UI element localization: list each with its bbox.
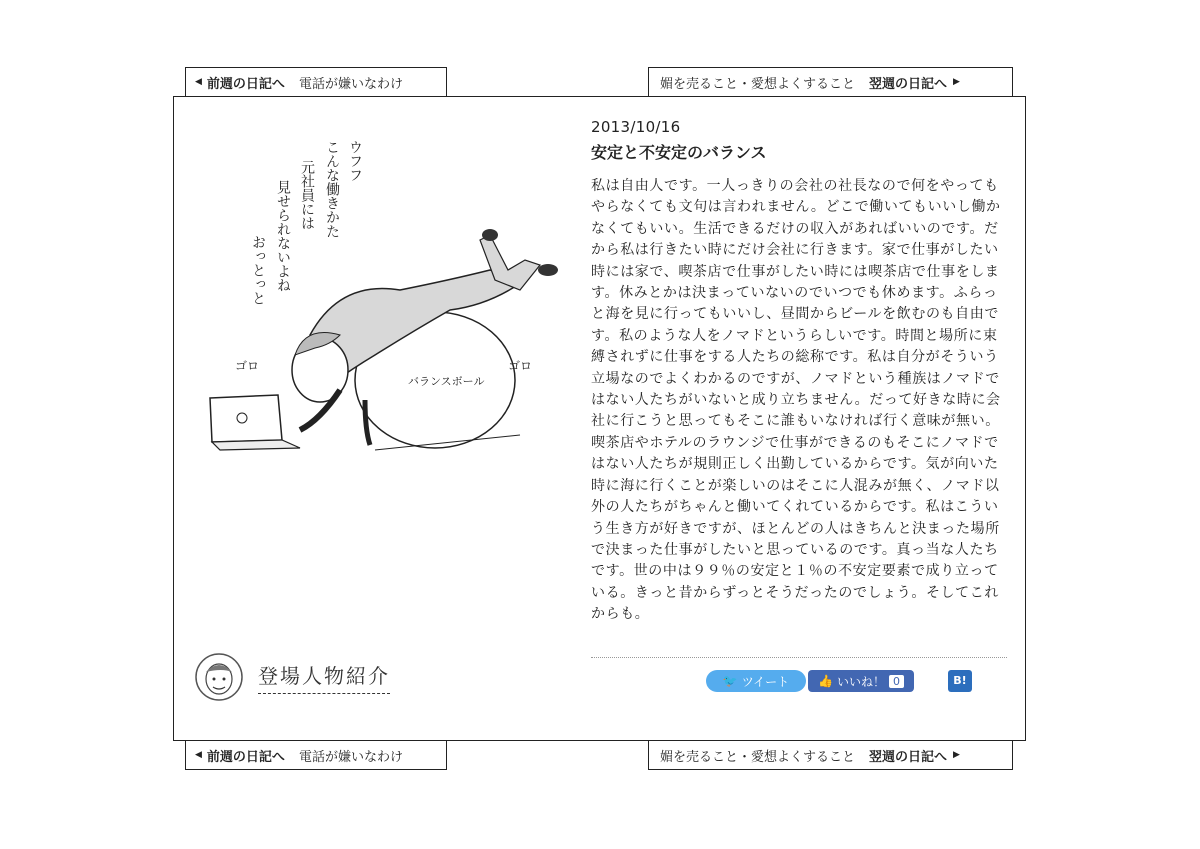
prev-week-label[interactable]: 前週の日記へ bbox=[206, 76, 285, 92]
prev-week-title[interactable]: 電話が嫌いなわけ bbox=[298, 76, 403, 92]
right-arrow-icon: ▶ bbox=[953, 77, 960, 87]
man-arm-2 bbox=[365, 400, 370, 445]
character-face-icon bbox=[194, 652, 244, 702]
characters-label[interactable]: 登場人物紹介 bbox=[258, 660, 390, 694]
caption-line-2: こんな働きかた bbox=[324, 140, 340, 238]
prev-week-title[interactable]: 電話が嫌いなわけ bbox=[298, 749, 403, 765]
right-arrow-icon: ▶ bbox=[953, 750, 960, 760]
sfx-right: ゴロ bbox=[508, 359, 533, 373]
entry-body: 私は自由人です。一人っきりの会社の社長なので何をやってもやらなくても文句は言われません。どこで働いてもいいし働かなくてもいい。生活できるだけの収入があればいいのです。だから私は行きたい時にだけ会社に行きます。家で仕事がしたい時には家で、喫茶店で仕事がしたい時には喫茶店で仕事をします。休みとかは決まっていないのでいつでも休めます。ふらっと海を見に行ってもいいし、昼間からビールを飲むのも自由です。私のような人をノマドというらしいです。時間と場所に束縛されずに仕事をする人たちの総称です。私は自分がそういう立場なのでよくわかるのですが、ノマドという種族はノマドではない人たちがいないと成り立ちません。だって好きな時に会社に行こうと思ってもそこに誰もいなければ行く意味が無い。喫茶店やホテルのラウンジで仕事ができるのもそこにノマドではない人たちが規則正しく出勤しているからです。気が向いた時に海に行くことが楽しいのはそこに人混みが無く、ノマド以外の人たちがちゃんと働いてくれているからです。私はこういう生き方が好きですが、ほとんどの人はきちんと決まった場所で決まった仕事がしたいと思っているのです。真っ当な人たちです。世の中は９９％の安定と１％の不安定要素で成り立っている。きっと昔からずっとそうだったのでしょう。そしてこれからも。 bbox=[591, 178, 1001, 623]
prev-week-tab-bottom[interactable] bbox=[185, 740, 447, 770]
shoe-2 bbox=[538, 264, 558, 276]
share-divider bbox=[591, 657, 1007, 658]
diary-illustration bbox=[190, 130, 575, 460]
like-button[interactable] bbox=[808, 670, 914, 692]
tweet-button[interactable] bbox=[706, 670, 806, 692]
caption-line-4: 見せられないよね bbox=[275, 180, 291, 292]
laptop-base bbox=[212, 440, 300, 450]
ball-label: バランスボール bbox=[408, 375, 485, 388]
next-week-title[interactable]: 媚を売ること・愛想よくすること bbox=[660, 76, 856, 92]
prev-week-tab[interactable] bbox=[185, 67, 447, 97]
next-week-label[interactable]: 翌週の日記へ bbox=[869, 749, 948, 765]
characters-link[interactable] bbox=[194, 652, 390, 702]
sfx-left: ゴロ bbox=[235, 359, 260, 373]
prev-week-label[interactable]: 前週の日記へ bbox=[206, 749, 285, 765]
entry-date: 2013/10/16 bbox=[591, 118, 681, 136]
like-count: 0 bbox=[889, 675, 904, 688]
next-week-label[interactable]: 翌週の日記へ bbox=[869, 76, 948, 92]
next-week-tab-bottom[interactable] bbox=[648, 740, 1013, 770]
like-label: いいね！ bbox=[836, 674, 885, 689]
caption-line-1: ウフフ bbox=[347, 140, 363, 182]
entry-title: 安定と不安定のバランス bbox=[591, 143, 767, 162]
next-week-tab[interactable] bbox=[648, 67, 1013, 97]
hatena-bookmark-button[interactable]: B! bbox=[948, 670, 972, 692]
caption-line-3: 元社員には bbox=[299, 160, 315, 230]
tweet-label: ツイート bbox=[741, 674, 790, 689]
shoe-1 bbox=[482, 229, 498, 241]
thumbs-up-icon: 👍 bbox=[818, 674, 833, 688]
left-arrow-icon: ◀ bbox=[195, 77, 202, 87]
next-week-title[interactable]: 媚を売ること・愛想よくすること bbox=[660, 749, 856, 765]
caption-line-5: おっとっと bbox=[250, 235, 266, 305]
apple-logo-icon bbox=[237, 413, 247, 423]
left-arrow-icon: ◀ bbox=[195, 750, 202, 760]
twitter-bird-icon: 🐦 bbox=[722, 674, 738, 688]
